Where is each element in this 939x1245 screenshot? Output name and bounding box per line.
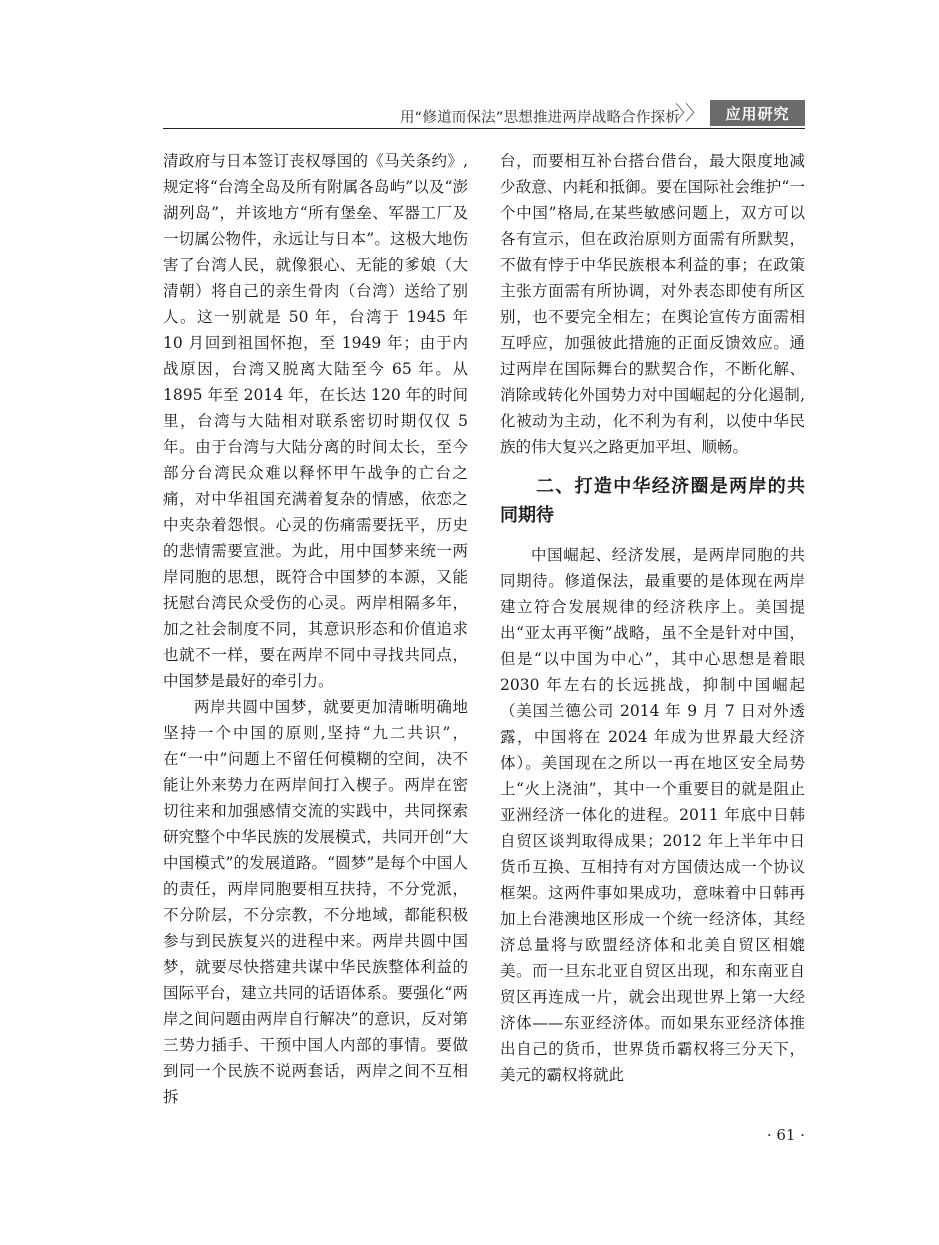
paragraph: 两岸共圆中国梦，就要更加清晰明确地坚持一个中国的原则,坚持“九二共识”，在“一中”问题上不留任何模糊的空间，决不能让外来势力在两岸间打入楔子。两岸在密切往来和加强感情交流的实践中，共同探索研究整个中华民族的发展模式，共同开创“大中国模式”的发展道路。“圆梦”是每个中国人的责任，两岸同胞要相互扶持，不分党派，不分阶层，不分宗教，不分地域，都能积极参与到民族复兴的进程中来。两岸共圆中国梦，就要尽快搭建共谋中华民族整体利益的国际平台，建立共同的话语体系。要强化“两岸之间问题由两岸自行解决”的意识，反对第三势力插手、干预中国人内部的事情。要做到同一个民族不说两套话，两岸之间不互相拆 [163,698,468,1106]
paragraph: 中国崛起、经济发展，是两岸同胞的共同期待。修道保法，最重要的是体现在两岸建立符合发展规律的经济秩序上。美国提出“亚太再平衡”战略，虽不全是针对中国，但是“以中国为中心”，其中心思想是着眼 2030 年左右的长远挑战，抑制中国崛起（美国兰德公司 2014 年 9 月 7 日对外透露，中国将在 2024 年成为世界最大经济体）。美国现在之所以一再在地区安全局势上“火上浇油”，其中一个重要目的就是阻止亚洲经济一体化的进程。2011 年底中日韩自贸区谈判取得成果；2012 年上半年中日货币互换、互相持有对方国债达成一个协议框架。这两件事如果成功，意味着中日韩再加上台港澳地区形成一个统一经济体，其经济总量将与欧盟经济体和北美自贸区相媲美。而一旦东北亚自贸区出现，和东南亚自贸区再连成一片，就会出现世界上第一大经济体——东亚经济体。而如果东亚经济体推出自己的货币，世界货币霸权将三分天下，美元的霸权将就此 [500,546,805,1084]
section-badge: 应用研究 [710,100,805,126]
right-column [500,148,805,1088]
paragraph: 台，而要相互补台搭台借台，最大限度地减少敌意、内耗和抵御。要在国际社会维护“一个中国”格局,在某些敏感问题上，双方可以各有宣示，但在政治原则方面需有所默契，不做有悖于中华民族根本利益的事；在政策主张方面需有所协调，对外表态即使有所区别，也不要完全相左；在舆论宣传方面需相互呼应，加强彼此措施的正面反馈效应。通过两岸在国际舞台的默契合作，不断化解、消除或转化外国势力对中国崛起的分化遏制,化被动为主动，化不利为有利，以使中华民族的伟大复兴之路更加平坦、顺畅。 [500,152,805,456]
double-chevron-icon: 〉〉 [675,101,705,125]
section-heading: 二、打造中华经济圈是两岸的共同期待 [500,476,805,526]
paragraph: 清政府与日本签订丧权辱国的《马关条约》,规定将“台湾全岛及所有附属各岛屿”以及“澎湖列岛”，并该地方“所有堡垒、军器工厂及一切属公物件，永远让与日本”。这极大地伤害了台湾人民，就像狠心、无能的爹娘（大清朝）将自己的亲生骨肉（台湾）送给了别人。这一别就是 50 年，台湾于 1945 年 10 月回到祖国怀抱，至 1949 年；由于内战原因，台湾又脱离大陆至今 65 年。从 1895 年至 2014 年，在长达 120 年的时间里，台湾与大陆相对联系密切时期仅仅 5 年。由于台湾与大陆分离的时间太长，至今部分台湾民众难以释怀甲午战争的亡台之痛，对中华祖国充满着复杂的情感，依恋之中夹杂着怨恨。心灵的伤痛需要抚平，历史的悲情需要宣泄。为此，用中国梦来统一两岸同胞的思想，既符合中国梦的本源，又能抚慰台湾民众受伤的心灵。两岸相隔多年，加之社会制度不同，其意识形态和价值追求也就不一样，要在两岸不同中寻找共同点，中国梦是最好的牵引力。 [163,152,468,690]
running-header [163,98,805,128]
article-title: 用“修道而保法”思想推进两岸战略合作探析 [399,110,680,126]
left-column [163,148,468,1110]
page-number: · 61 · [766,1126,805,1144]
header-divider [163,128,805,129]
